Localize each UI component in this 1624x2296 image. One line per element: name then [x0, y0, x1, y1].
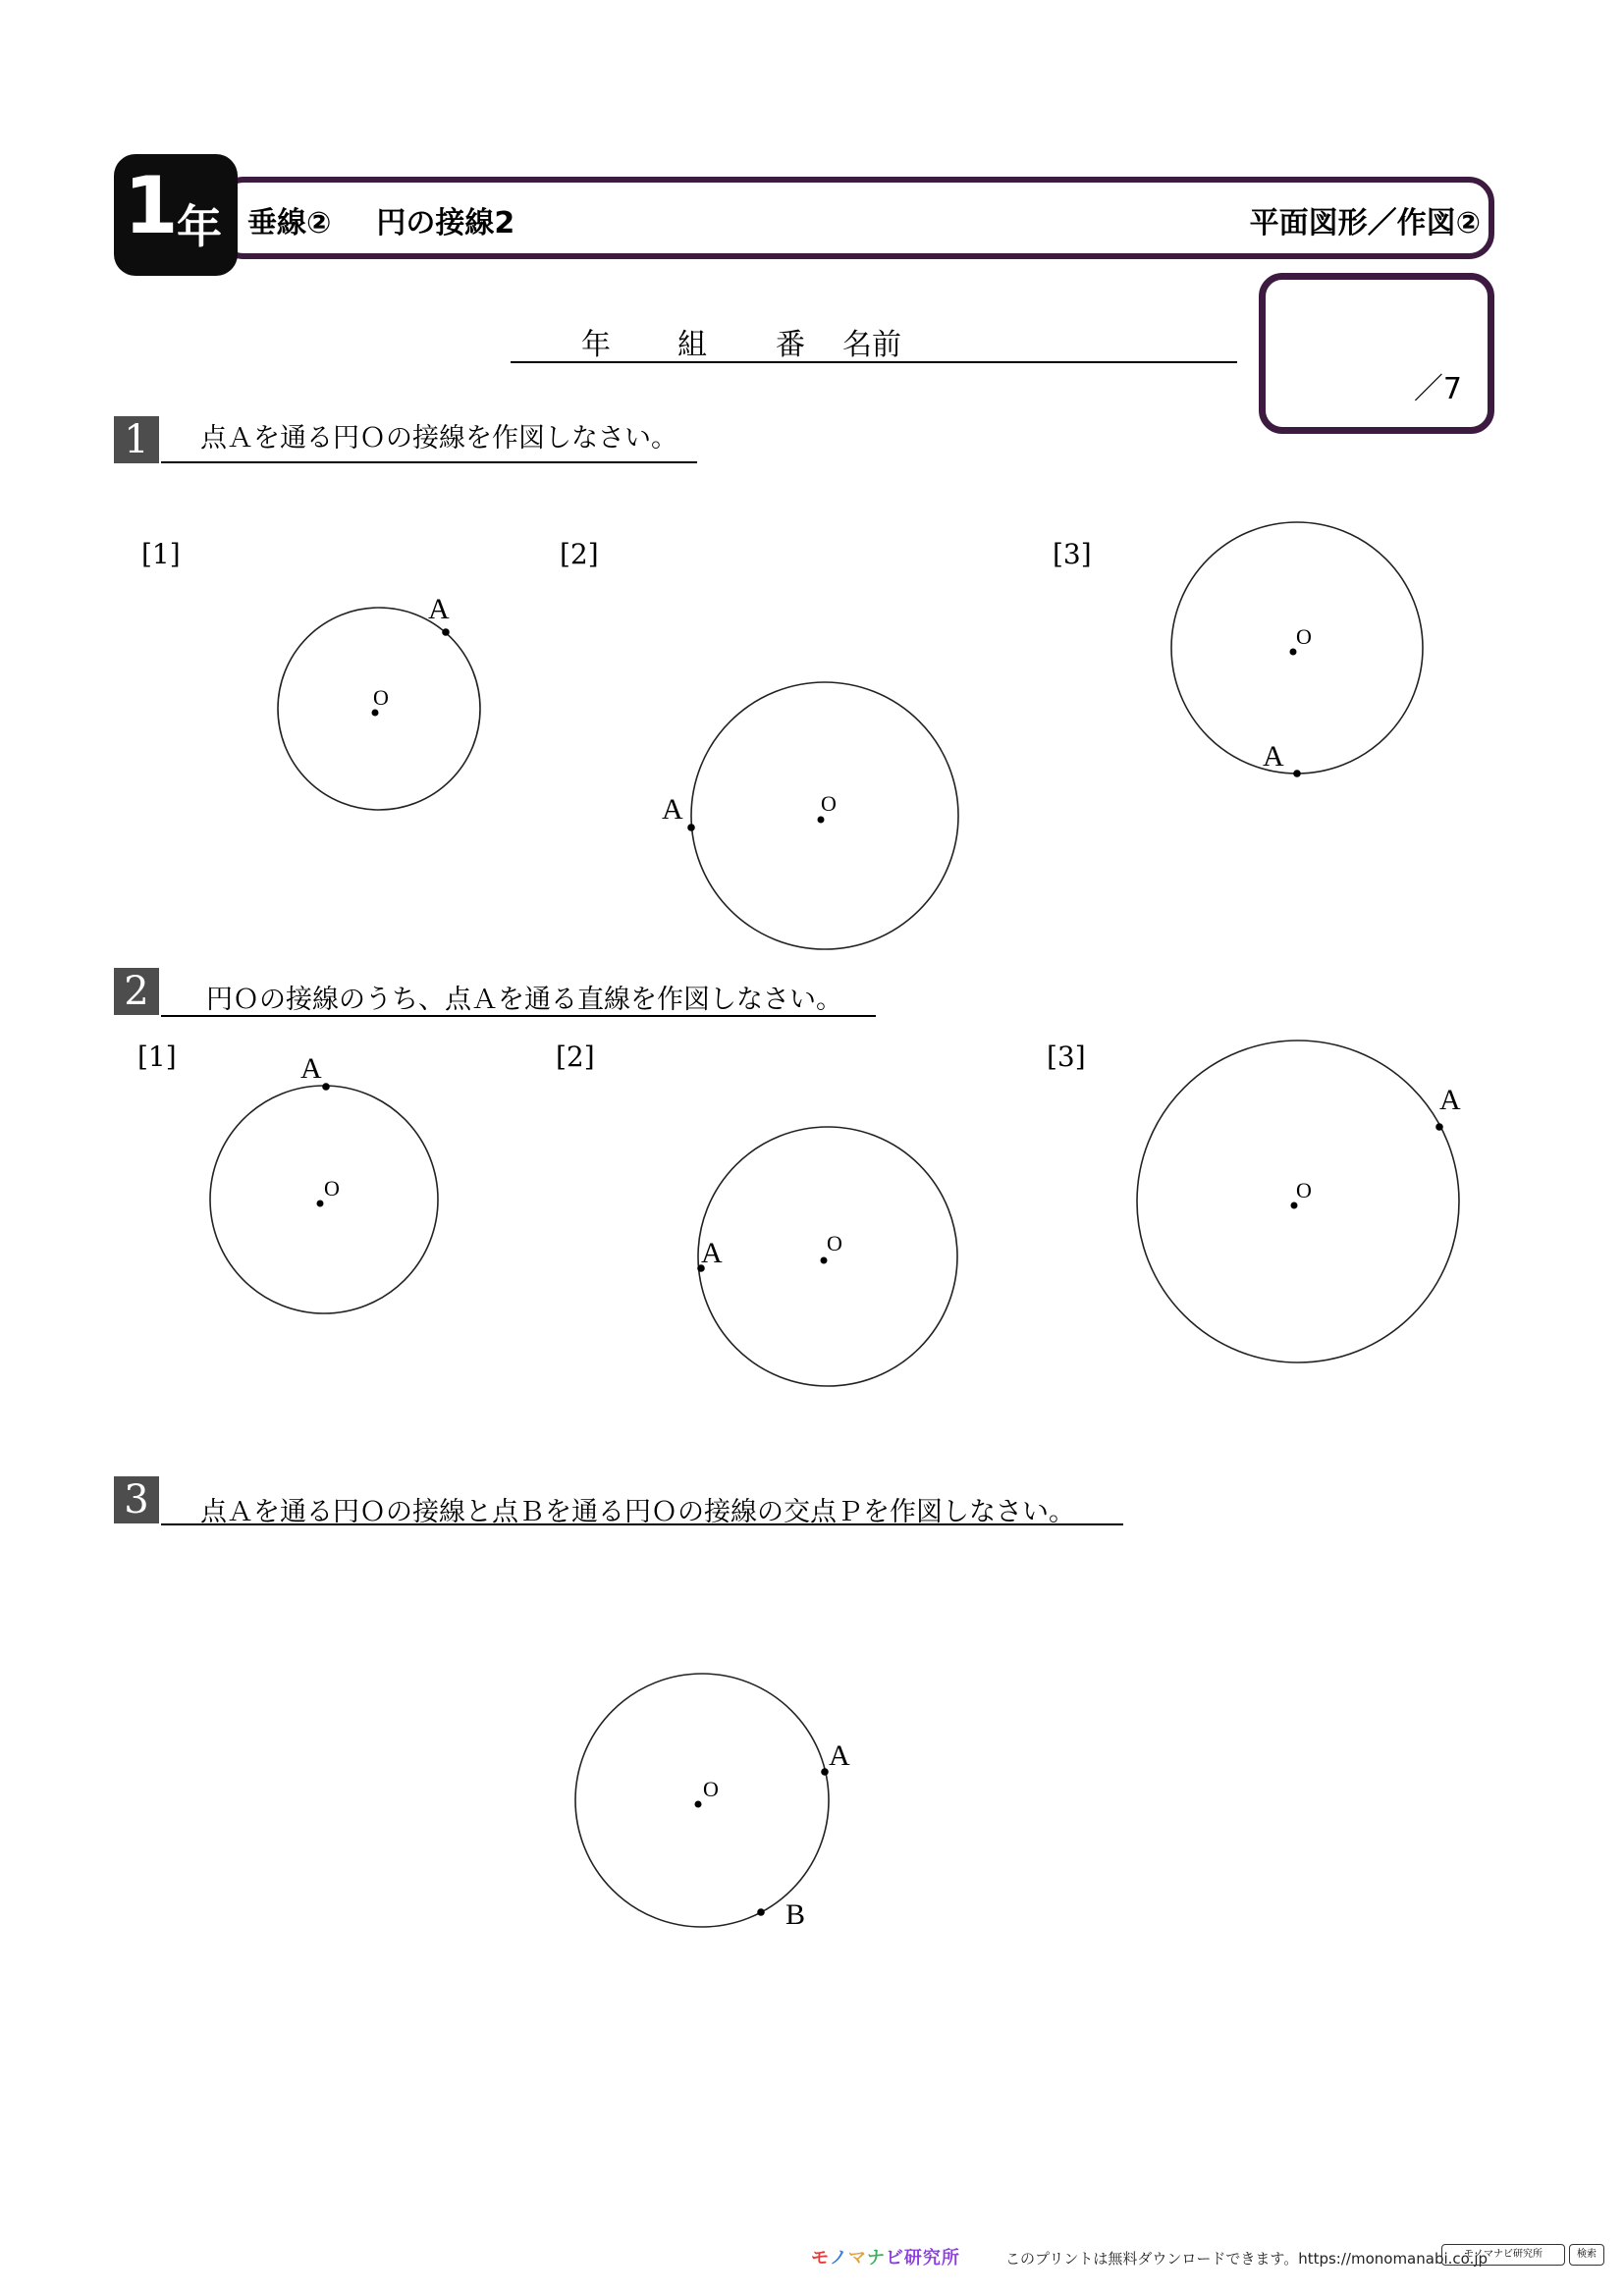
circle-o — [575, 1674, 829, 1927]
center-point — [1291, 1202, 1298, 1209]
worksheet-category: 平面図形／作図② — [1249, 206, 1481, 240]
figure-q3 — [575, 1674, 850, 1931]
logo-char-2: ノ — [829, 2248, 848, 2269]
q2-label-1: [1] — [137, 1041, 177, 1073]
center-point — [818, 817, 825, 824]
question-number-2: 2 — [114, 968, 159, 1015]
center-label: O — [827, 1231, 842, 1255]
label-class: 組 — [677, 328, 707, 362]
circle-o — [698, 1127, 957, 1386]
footer-search-box[interactable]: モノマナビ研究所 — [1441, 2244, 1565, 2266]
point-a — [442, 628, 450, 636]
q2-label-3: [3] — [1047, 1041, 1086, 1073]
center-label: O — [703, 1777, 719, 1801]
logo-char-1: モ — [811, 2248, 830, 2269]
grade-number: 1 — [124, 160, 177, 251]
center-point — [372, 710, 379, 717]
point-label-a: A — [701, 1237, 723, 1269]
center-label: O — [324, 1176, 340, 1201]
point-label-a: A — [300, 1052, 322, 1085]
logo-char-5: ビ研究所 — [885, 2248, 960, 2269]
title-part2: 円の接線2 — [376, 206, 515, 240]
label-year: 年 — [581, 328, 611, 362]
question-number-3: 3 — [114, 1476, 159, 1523]
figure-q2-2 — [697, 1127, 957, 1386]
q1-label-1: [1] — [141, 538, 181, 570]
question-number-1: 1 — [114, 416, 159, 463]
logo-char-3: マ — [847, 2248, 867, 2269]
center-label: O — [821, 791, 837, 816]
center-label: O — [1296, 1178, 1312, 1202]
footer-search-button[interactable]: 検索 — [1569, 2244, 1604, 2266]
score-total: ／7 — [1413, 372, 1462, 406]
point-label-a: A — [1263, 740, 1284, 773]
point-b — [757, 1908, 765, 1916]
circle-o — [691, 682, 958, 949]
point-a — [322, 1083, 330, 1091]
point-a — [1435, 1123, 1443, 1131]
point-label-a: A — [662, 793, 683, 826]
point-a — [687, 824, 695, 831]
point-label-a: A — [829, 1739, 850, 1772]
q2-label-2: [2] — [556, 1041, 595, 1073]
logo-char-4: ナ — [866, 2248, 886, 2269]
grade-unit: 年 — [177, 200, 222, 253]
center-label: O — [1296, 624, 1312, 649]
figure-q2-3 — [1137, 1041, 1461, 1362]
figure-q1-2 — [662, 682, 958, 949]
point-label-a: A — [1439, 1084, 1461, 1116]
figure-q1-1 — [278, 593, 480, 810]
label-number: 番 — [776, 328, 805, 362]
footer-note: このプリントは無料ダウンロードできます。https://monomanabi.co.jp — [1005, 2250, 1489, 2268]
question-2-instruction: 円Ｏの接線のうち、点Ａを通る直線を作図しなさい。 — [206, 985, 842, 1015]
center-point — [821, 1257, 828, 1264]
question-1-instruction: 点Ａを通る円Ｏの接線を作図しなさい。 — [200, 423, 677, 454]
title-part1: 垂線② — [247, 206, 332, 240]
center-point — [317, 1201, 324, 1207]
center-label: O — [373, 685, 389, 710]
center-point — [1290, 649, 1297, 656]
label-name: 名前 — [842, 328, 901, 362]
point-label-b: B — [785, 1898, 806, 1931]
footer-logo — [811, 2244, 960, 2269]
q1-label-3: [3] — [1053, 538, 1092, 570]
question-3-instruction: 点Ａを通る円Ｏの接線と点Ｂを通る円Ｏの接線の交点Ｐを作図しなさい。 — [200, 1497, 1075, 1527]
center-point — [695, 1801, 702, 1808]
q1-label-2: [2] — [560, 538, 599, 570]
figure-q2-1 — [210, 1052, 438, 1313]
point-a — [821, 1768, 829, 1776]
point-a — [1293, 770, 1301, 777]
point-label-a: A — [428, 593, 450, 625]
figure-q1-3 — [1171, 522, 1423, 777]
